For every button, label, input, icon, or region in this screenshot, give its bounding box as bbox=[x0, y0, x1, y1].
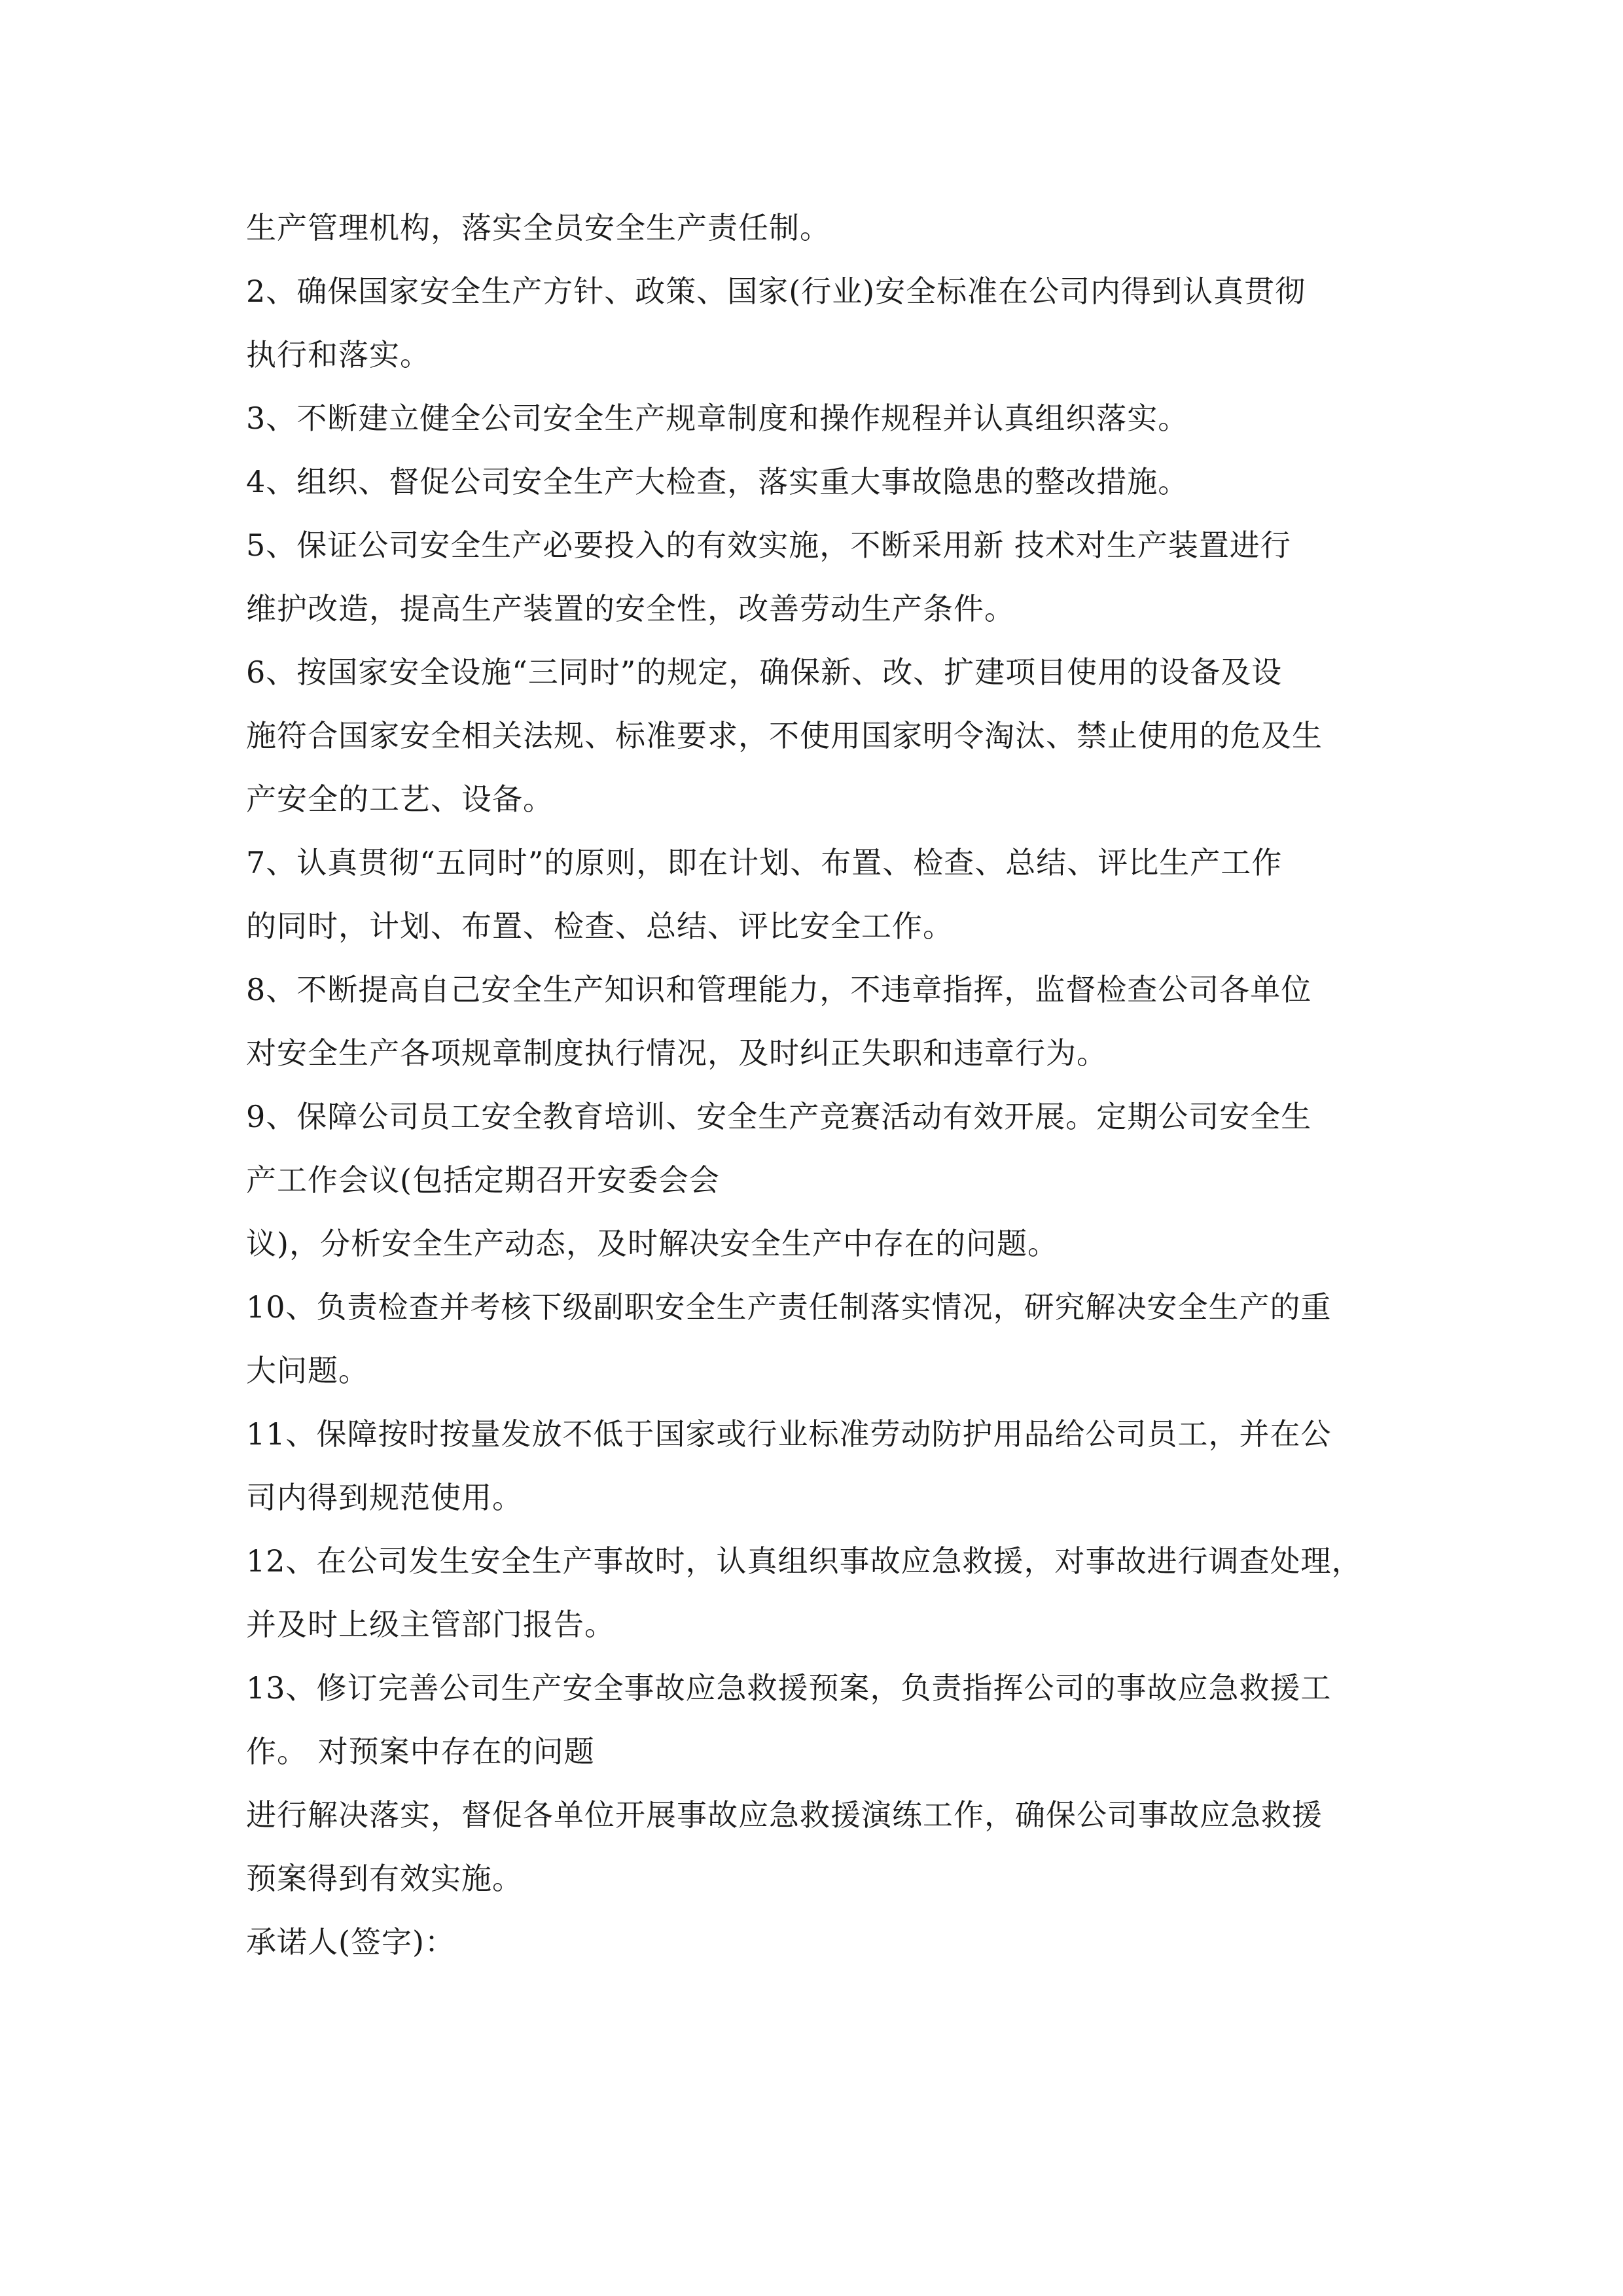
text-line: 9、保障公司员工安全教育培训、安全生产竞赛活动有效开展。定期公司安全生 bbox=[246, 1099, 1312, 1134]
text-line: 对安全生产各项规章制度执行情况，及时纠正失职和违章行为。 bbox=[246, 1035, 1107, 1071]
text-line: 施符合国家安全相关法规、标准要求，不使用国家明令淘汰、禁止使用的危及生 bbox=[246, 718, 1323, 753]
text-line: 议)，分析安全生产动态，及时解决安全生产中存在的问题。 bbox=[246, 1226, 1058, 1261]
text-line: 进行解决落实，督促各单位开展事故应急救援演练工作，确保公司事故应急救援 bbox=[246, 1797, 1323, 1833]
text-line: 预案得到有效实施。 bbox=[246, 1861, 523, 1896]
text-line: 作。 对预案中存在的问题 bbox=[246, 1734, 595, 1769]
text-line: 3、不断建立健全公司安全生产规章制度和操作规程并认真组织落实。 bbox=[246, 401, 1189, 436]
text-line: 的同时，计划、布置、检查、总结、评比安全工作。 bbox=[246, 908, 954, 944]
text-line: 执行和落实。 bbox=[246, 337, 431, 372]
text-line: 大问题。 bbox=[246, 1353, 369, 1388]
text-line: 生产管理机构，落实全员安全生产责任制。 bbox=[246, 210, 830, 245]
text-line: 5、保证公司安全生产必要投入的有效实施，不断采用新 技术对生产装置进行 bbox=[246, 528, 1291, 563]
text-line: 6、按国家安全设施“三同时”的规定，确保新、改、扩建项目使用的设备及设 bbox=[246, 655, 1283, 690]
text-line: 司内得到规范使用。 bbox=[246, 1480, 523, 1515]
text-line: 7、认真贯彻“五同时”的原则，即在计划、布置、检查、总结、评比生产工作 bbox=[246, 845, 1283, 880]
text-line: 4、组织、督促公司安全生产大检查，落实重大事故隐患的整改措施。 bbox=[246, 464, 1189, 499]
text-line: 8、不断提高自己安全生产知识和管理能力，不违章指挥，监督检查公司各单位 bbox=[246, 972, 1312, 1007]
text-line: 并及时上级主管部门报告。 bbox=[246, 1607, 615, 1642]
text-line: 产安全的工艺、设备。 bbox=[246, 781, 554, 817]
text-line: 10、负责检查并考核下级副职安全生产责任制落实情况，研究解决安全生产的重 bbox=[246, 1289, 1332, 1325]
text-line: 12、在公司发生安全生产事故时，认真组织事故应急救援，对事故进行调查处理， bbox=[246, 1543, 1363, 1579]
text-line: 2、确保国家安全生产方针、政策、国家(行业)安全标准在公司内得到认真贯彻 bbox=[246, 274, 1306, 309]
text-line: 13、修订完善公司生产安全事故应急救援预案，负责指挥公司的事故应急救援工 bbox=[246, 1670, 1332, 1706]
text-line: 产工作会议(包括定期召开安委会会 bbox=[246, 1162, 720, 1198]
text-line: 11、保障按时按量发放不低于国家或行业标准劳动防护用品给公司员工，并在公 bbox=[246, 1416, 1332, 1452]
document-body bbox=[246, 196, 1398, 1974]
signature-label: 承诺人(签字)： bbox=[246, 1924, 455, 1960]
text-line: 维护改造，提高生产装置的安全性，改善劳动生产条件。 bbox=[246, 591, 1015, 626]
